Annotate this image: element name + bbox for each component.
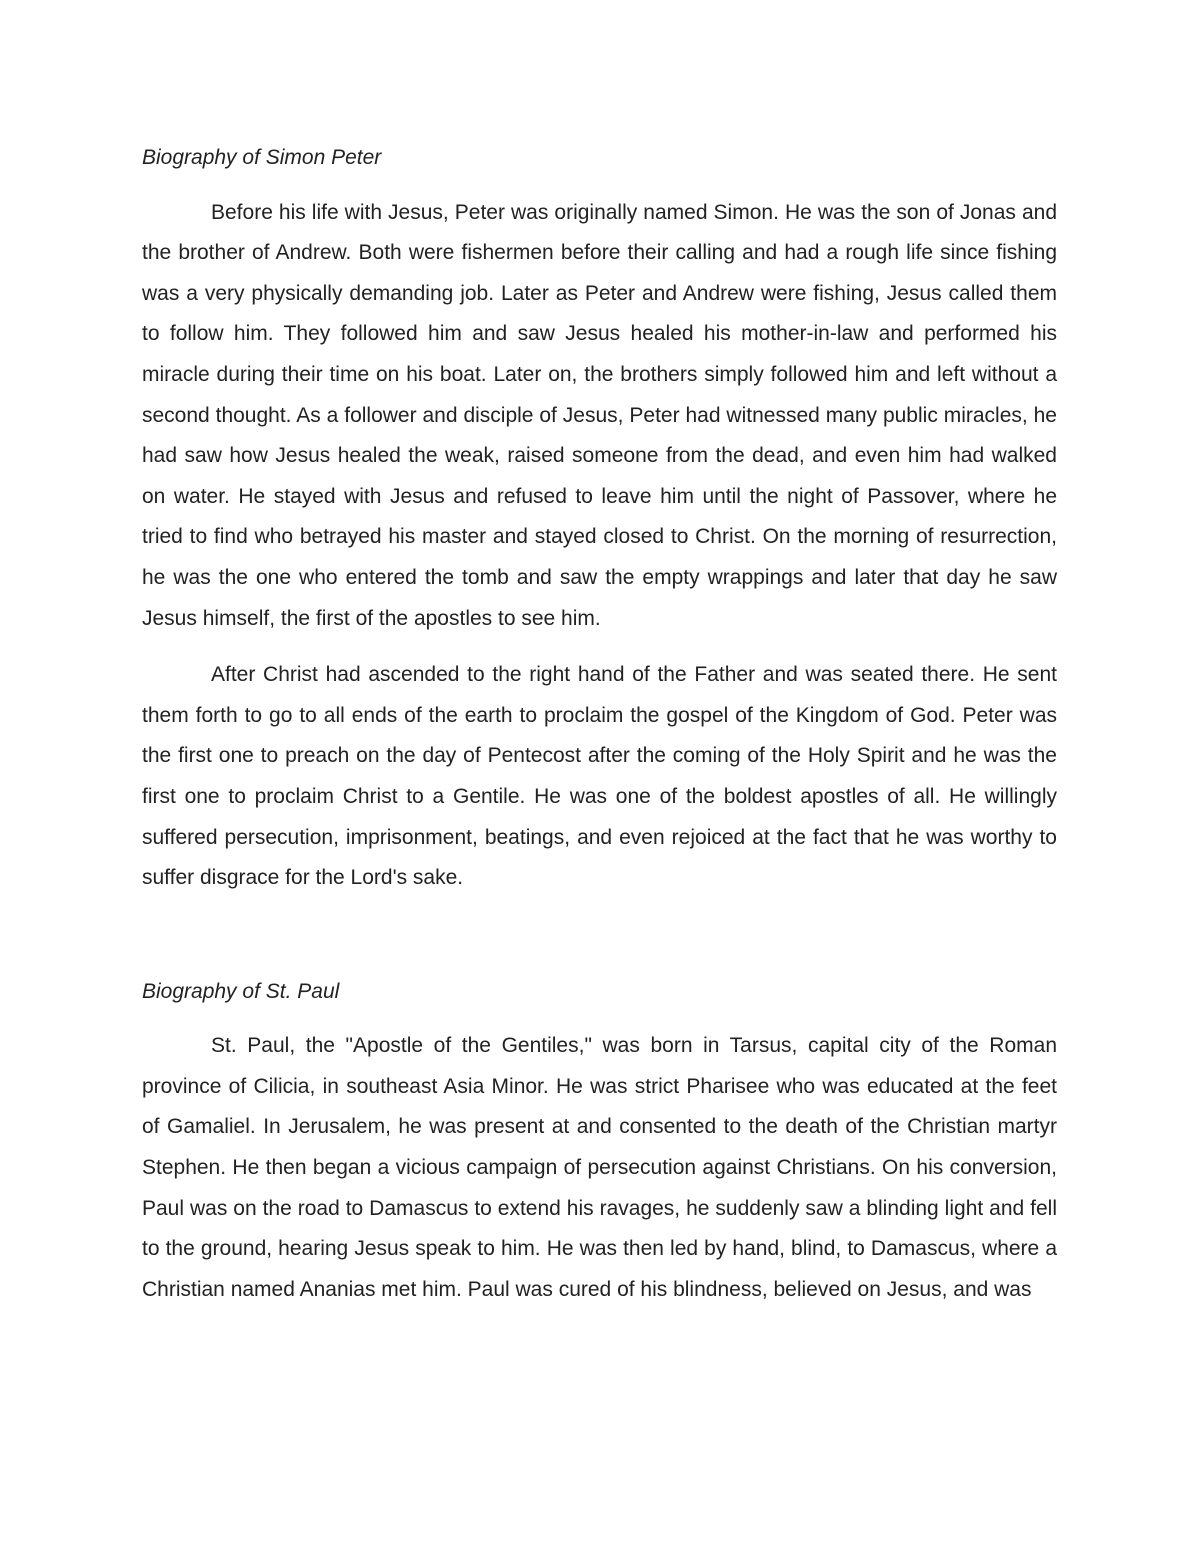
paragraph: Before his life with Jesus, Peter was originally named Simon. He was the son of Jonas and the brother of Andrew. Both were fishermen before their calling and had a rough life since fishing was a very physically demanding job. Later as Peter and Andrew were fishing, Jesus called them to follow him. They followed him and saw Jesus healed his mother-in-law and performed his miracle during their time on his boat. Later on, the brothers simply followed him and left without a second thought. As a follower and disciple of Jesus, Peter had witnessed many public miracles, he had saw how Jesus healed the weak, raised someone from the dead, and even him had walked on water. He stayed with Jesus and refused to leave him until the night of Passover, where he tried to find who betrayed his master and stayed closed to Christ. On the morning of resurrection, he was the one who entered the tomb and saw the empty wrappings and later that day he saw Jesus himself, the first of the apostles to see him.: [142, 200, 1057, 630]
section-simon-peter: [142, 138, 1057, 899]
section-heading: Biography of St. Paul: [142, 979, 340, 1003]
paragraph: After Christ had ascended to the right hand of the Father and was seated there. He sent them forth to go to all ends of the earth to proclaim the gospel of the Kingdom of God. Peter was the first one to preach on the day of Pentecost after the coming of the Holy Spirit and he was the first one to proclaim Christ to a Gentile. He was one of the boldest apostles of all. He willingly suffered persecution, imprisonment, beatings, and even rejoiced at the fact that he was worthy to suffer disgrace for the Lord's sake.: [142, 663, 1057, 890]
document-body: [142, 138, 1057, 1310]
paragraph: St. Paul, the "Apostle of the Gentiles," was born in Tarsus, capital city of the Roman province of Cilicia, in southeast Asia Minor. He was strict Pharisee who was educated at the feet of Gamaliel. In Jerusalem, he was present at and consented to the death of the Christian martyr Stephen. He then began a vicious campaign of persecution against Christians. On his conversion, Paul was on the road to Damascus to extend his ravages, he suddenly saw a blinding light and fell to the ground, hearing Jesus speak to him. He was then led by hand, blind, to Damascus, where a Christian named Ananias met him. Paul was cured of his blindness, believed on Jesus, and was: [142, 1034, 1057, 1301]
section-heading: Biography of Simon Peter: [142, 146, 382, 169]
section-st-paul: [142, 972, 1057, 1311]
